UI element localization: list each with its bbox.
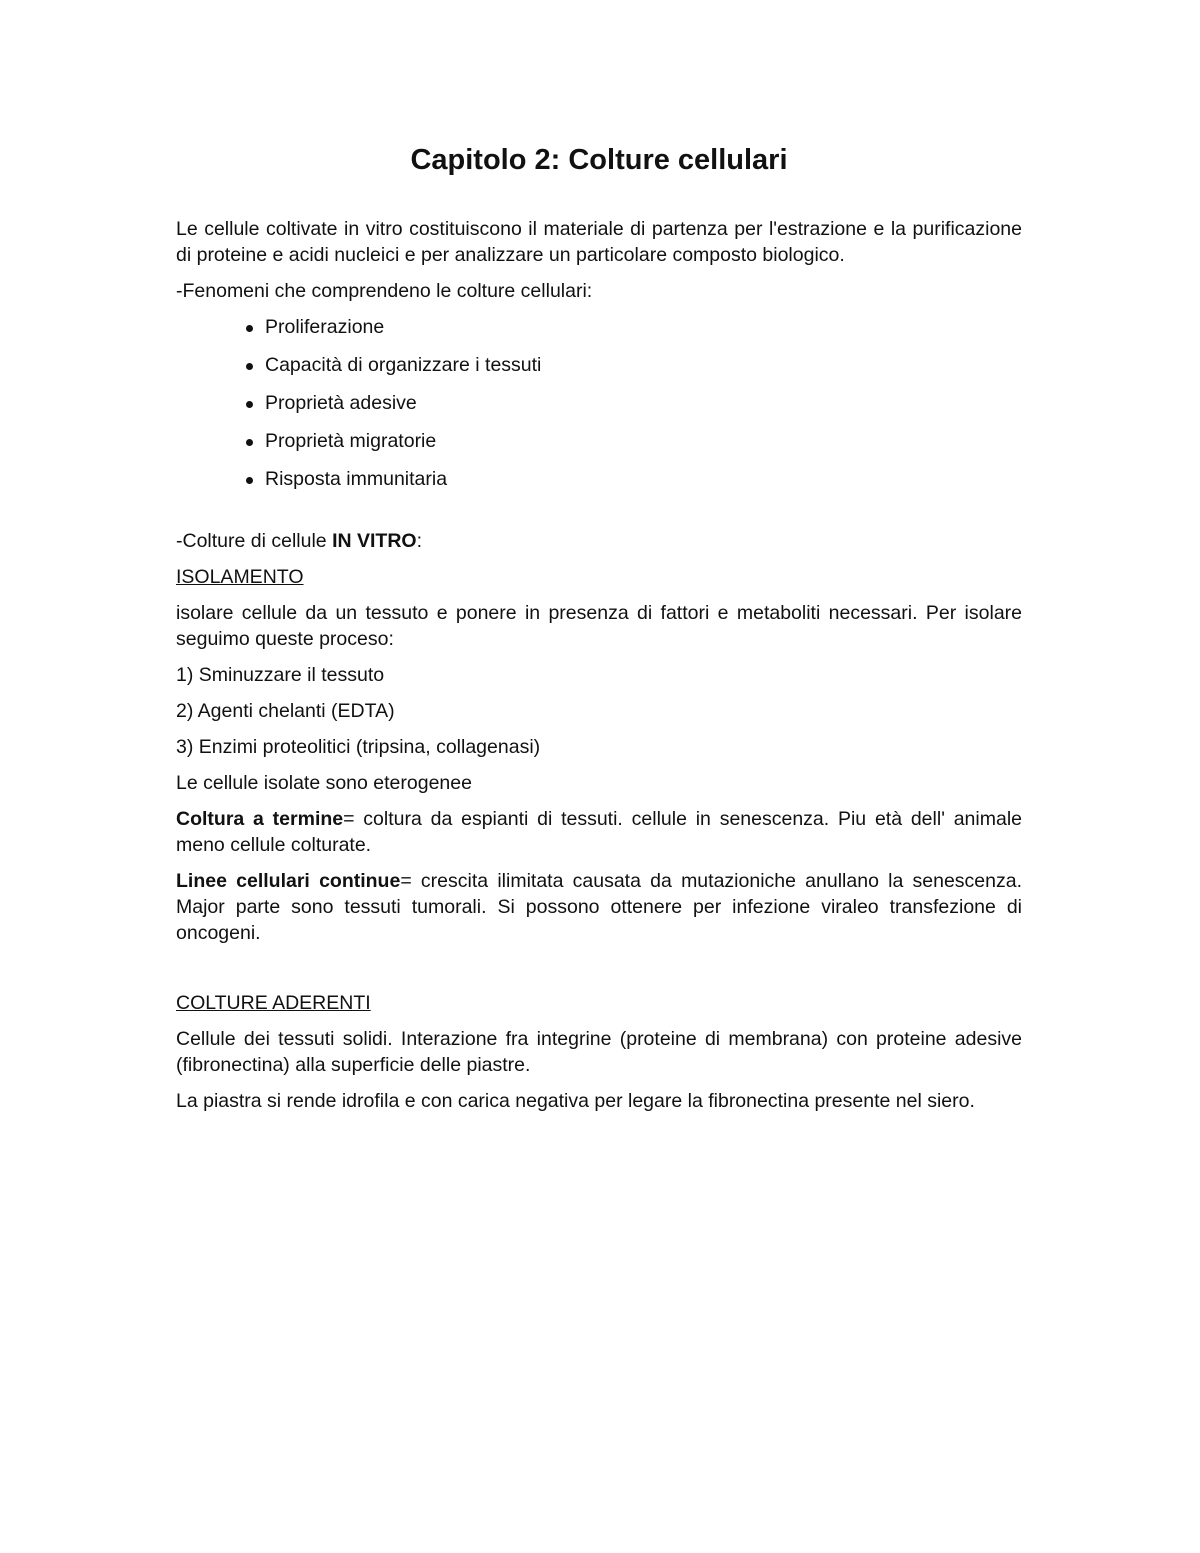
page-title: Capitolo 2: Colture cellulari	[410, 144, 788, 176]
invitro-heading: -Colture di cellule IN VITRO:	[176, 530, 423, 552]
aderenti-paragraph-2: La piastra si rende idrofila e con carica negativa per legare la fibronectina presente nel siero.	[176, 1090, 975, 1112]
list-item	[246, 352, 1022, 378]
list-item-label: Proprietà adesive	[265, 392, 417, 414]
list-item	[246, 466, 1022, 492]
phenomena-heading: -Fenomeni che comprendeno le colture cellulari:	[176, 280, 593, 302]
bullet-icon	[246, 363, 253, 370]
linee-continue-paragraph: Linee cellulari continue= crescita ilimitata causata da mutazioniche anullano la senescenza. Major parte sono tessuti tumorali. Si possono ottenere per infezione viraleo transfezione di oncogeni.	[176, 870, 1023, 944]
isolamento-text: isolare cellule da un tessuto e ponere in presenza di fattori e metaboliti necessari. Per isolare seguimo queste proceso:	[176, 602, 1022, 650]
step-item: 3) Enzimi proteolitici (tripsina, collagenasi)	[176, 736, 541, 758]
list-item	[246, 314, 1022, 340]
bullet-icon	[246, 325, 253, 332]
phenomena-list	[176, 314, 1022, 492]
intro-paragraph: Le cellule coltivate in vitro costituiscono il materiale di partenza per l'estrazione e la purificazione di proteine e acidi nucleici e per analizzare un particolare composto biologico.	[176, 218, 1022, 266]
isolamento-heading: ISOLAMENTO	[176, 566, 304, 588]
bullet-icon	[246, 401, 253, 408]
step-item: 1) Sminuzzare il tessuto	[176, 664, 385, 686]
step-item: 2) Agenti chelanti (EDTA)	[176, 700, 395, 722]
isolamento-note: Le cellule isolate sono eterogenee	[176, 772, 472, 794]
list-item	[246, 428, 1022, 454]
coltura-termine-paragraph: Coltura a termine= coltura da espianti di tessuti. cellule in senescenza. Piu età dell' animale meno cellule colturate.	[176, 808, 1022, 856]
bullet-icon	[246, 477, 253, 484]
aderenti-heading: COLTURE ADERENTI	[176, 992, 371, 1014]
list-item	[246, 390, 1022, 416]
list-item-label: Risposta immunitaria	[265, 468, 448, 490]
aderenti-paragraph-1: Cellule dei tessuti solidi. Interazione fra integrine (proteine di membrana) con proteine adesive (fibronectina) alla superficie delle piastre.	[176, 1028, 1022, 1076]
list-item-label: Proliferazione	[265, 316, 385, 338]
bullet-icon	[246, 439, 253, 446]
document-page	[176, 140, 1022, 1124]
list-item-label: Proprietà migratorie	[265, 430, 437, 452]
list-item-label: Capacità di organizzare i tessuti	[265, 354, 542, 376]
